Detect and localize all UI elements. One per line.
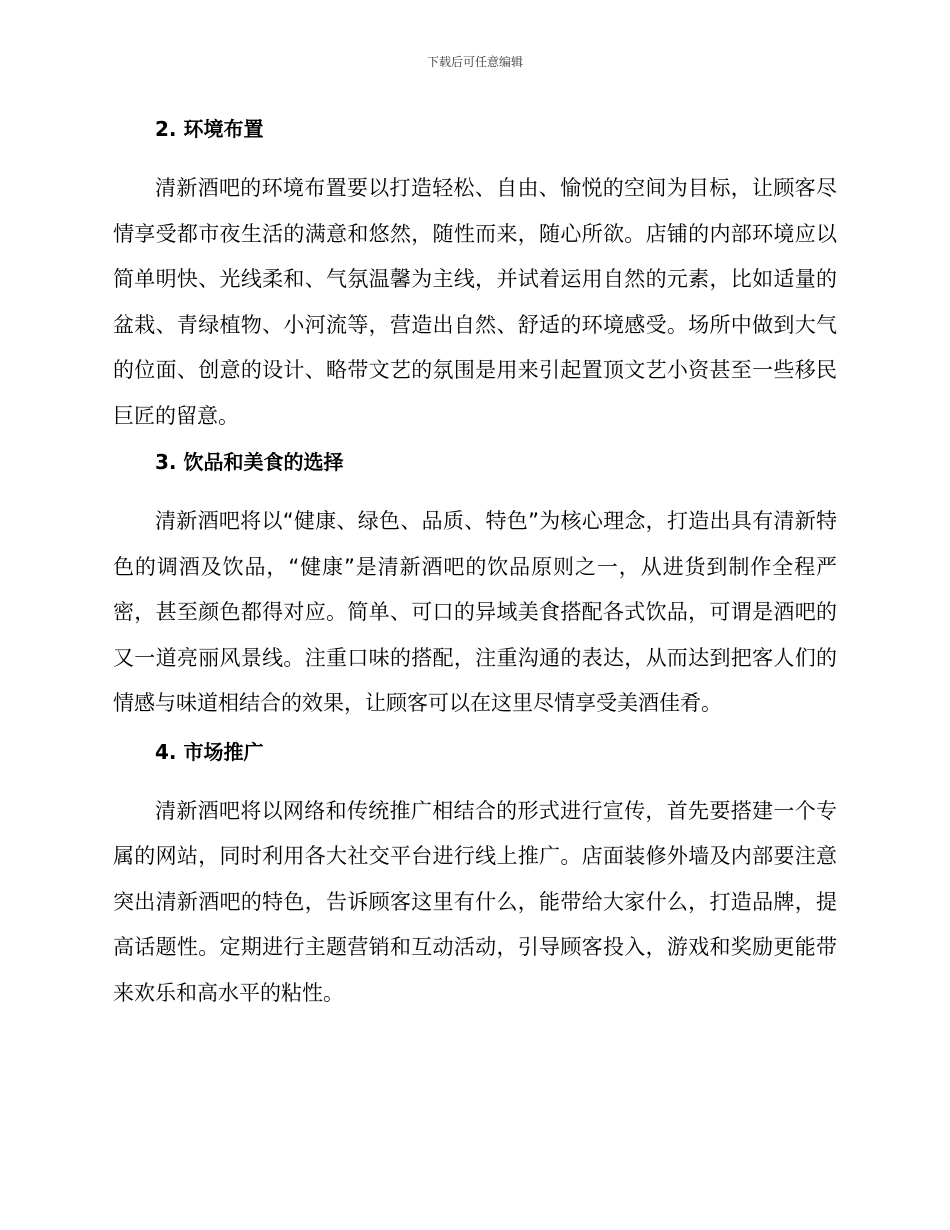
section-environment bbox=[113, 110, 837, 439]
section-paragraph: 清新酒吧将以网络和传统推广相结合的形式进行宣传，首先要搭建一个专属的网站，同时利用各大社交平台进行线上推广。店面装修外墙及内部要注意突出清新酒吧的特色，告诉顾客这里有什么，能带给大家什么，打造品牌，提高话题性。定期进行主题营销和互动活动，引导顾客投入，游戏和奖励更能带来欢乐和高水平的粘性。 bbox=[113, 798, 837, 1005]
page-header-note: 下载后可任意编辑 bbox=[426, 55, 523, 69]
section-drinks-food bbox=[113, 443, 837, 727]
section-heading: 2. 环境布置 bbox=[155, 117, 264, 141]
section-marketing bbox=[113, 733, 837, 1017]
document-body bbox=[113, 110, 837, 1016]
section-heading: 3. 饮品和美食的选择 bbox=[155, 450, 344, 474]
section-heading: 4. 市场推广 bbox=[155, 739, 264, 764]
section-paragraph: 清新酒吧将以“健康、绿色、品质、特色”为核心理念，打造出具有清新特色的调酒及饮品，“健康”是清新酒吧的饮品原则之一，从进货到制作全程严密，甚至颜色都得对应。简单、可口的异域美食搭配各式饮品，可谓是酒吧的又一道亮丽风景线。注重口味的搭配，注重沟通的表达，从而达到把客人们的情感与味道相结合的效果，让顾客可以在这里尽情享受美酒佳肴。 bbox=[113, 509, 837, 715]
section-paragraph: 清新酒吧的环境布置要以打造轻松、自由、愉悦的空间为目标，让顾客尽情享受都市夜生活的满意和悠然，随性而来，随心所欲。店铺的内部环境应以简单明快、光线柔和、气氛温馨为主线，并试着运用自然的元素，比如适量的盆栽、青绿植物、小河流等，营造出自然、舒适的环境感受。场所中做到大气的位面、创意的设计、略带文艺的氛围是用来引起置顶文艺小资甚至一些移民巨匠的留意。 bbox=[113, 176, 837, 428]
